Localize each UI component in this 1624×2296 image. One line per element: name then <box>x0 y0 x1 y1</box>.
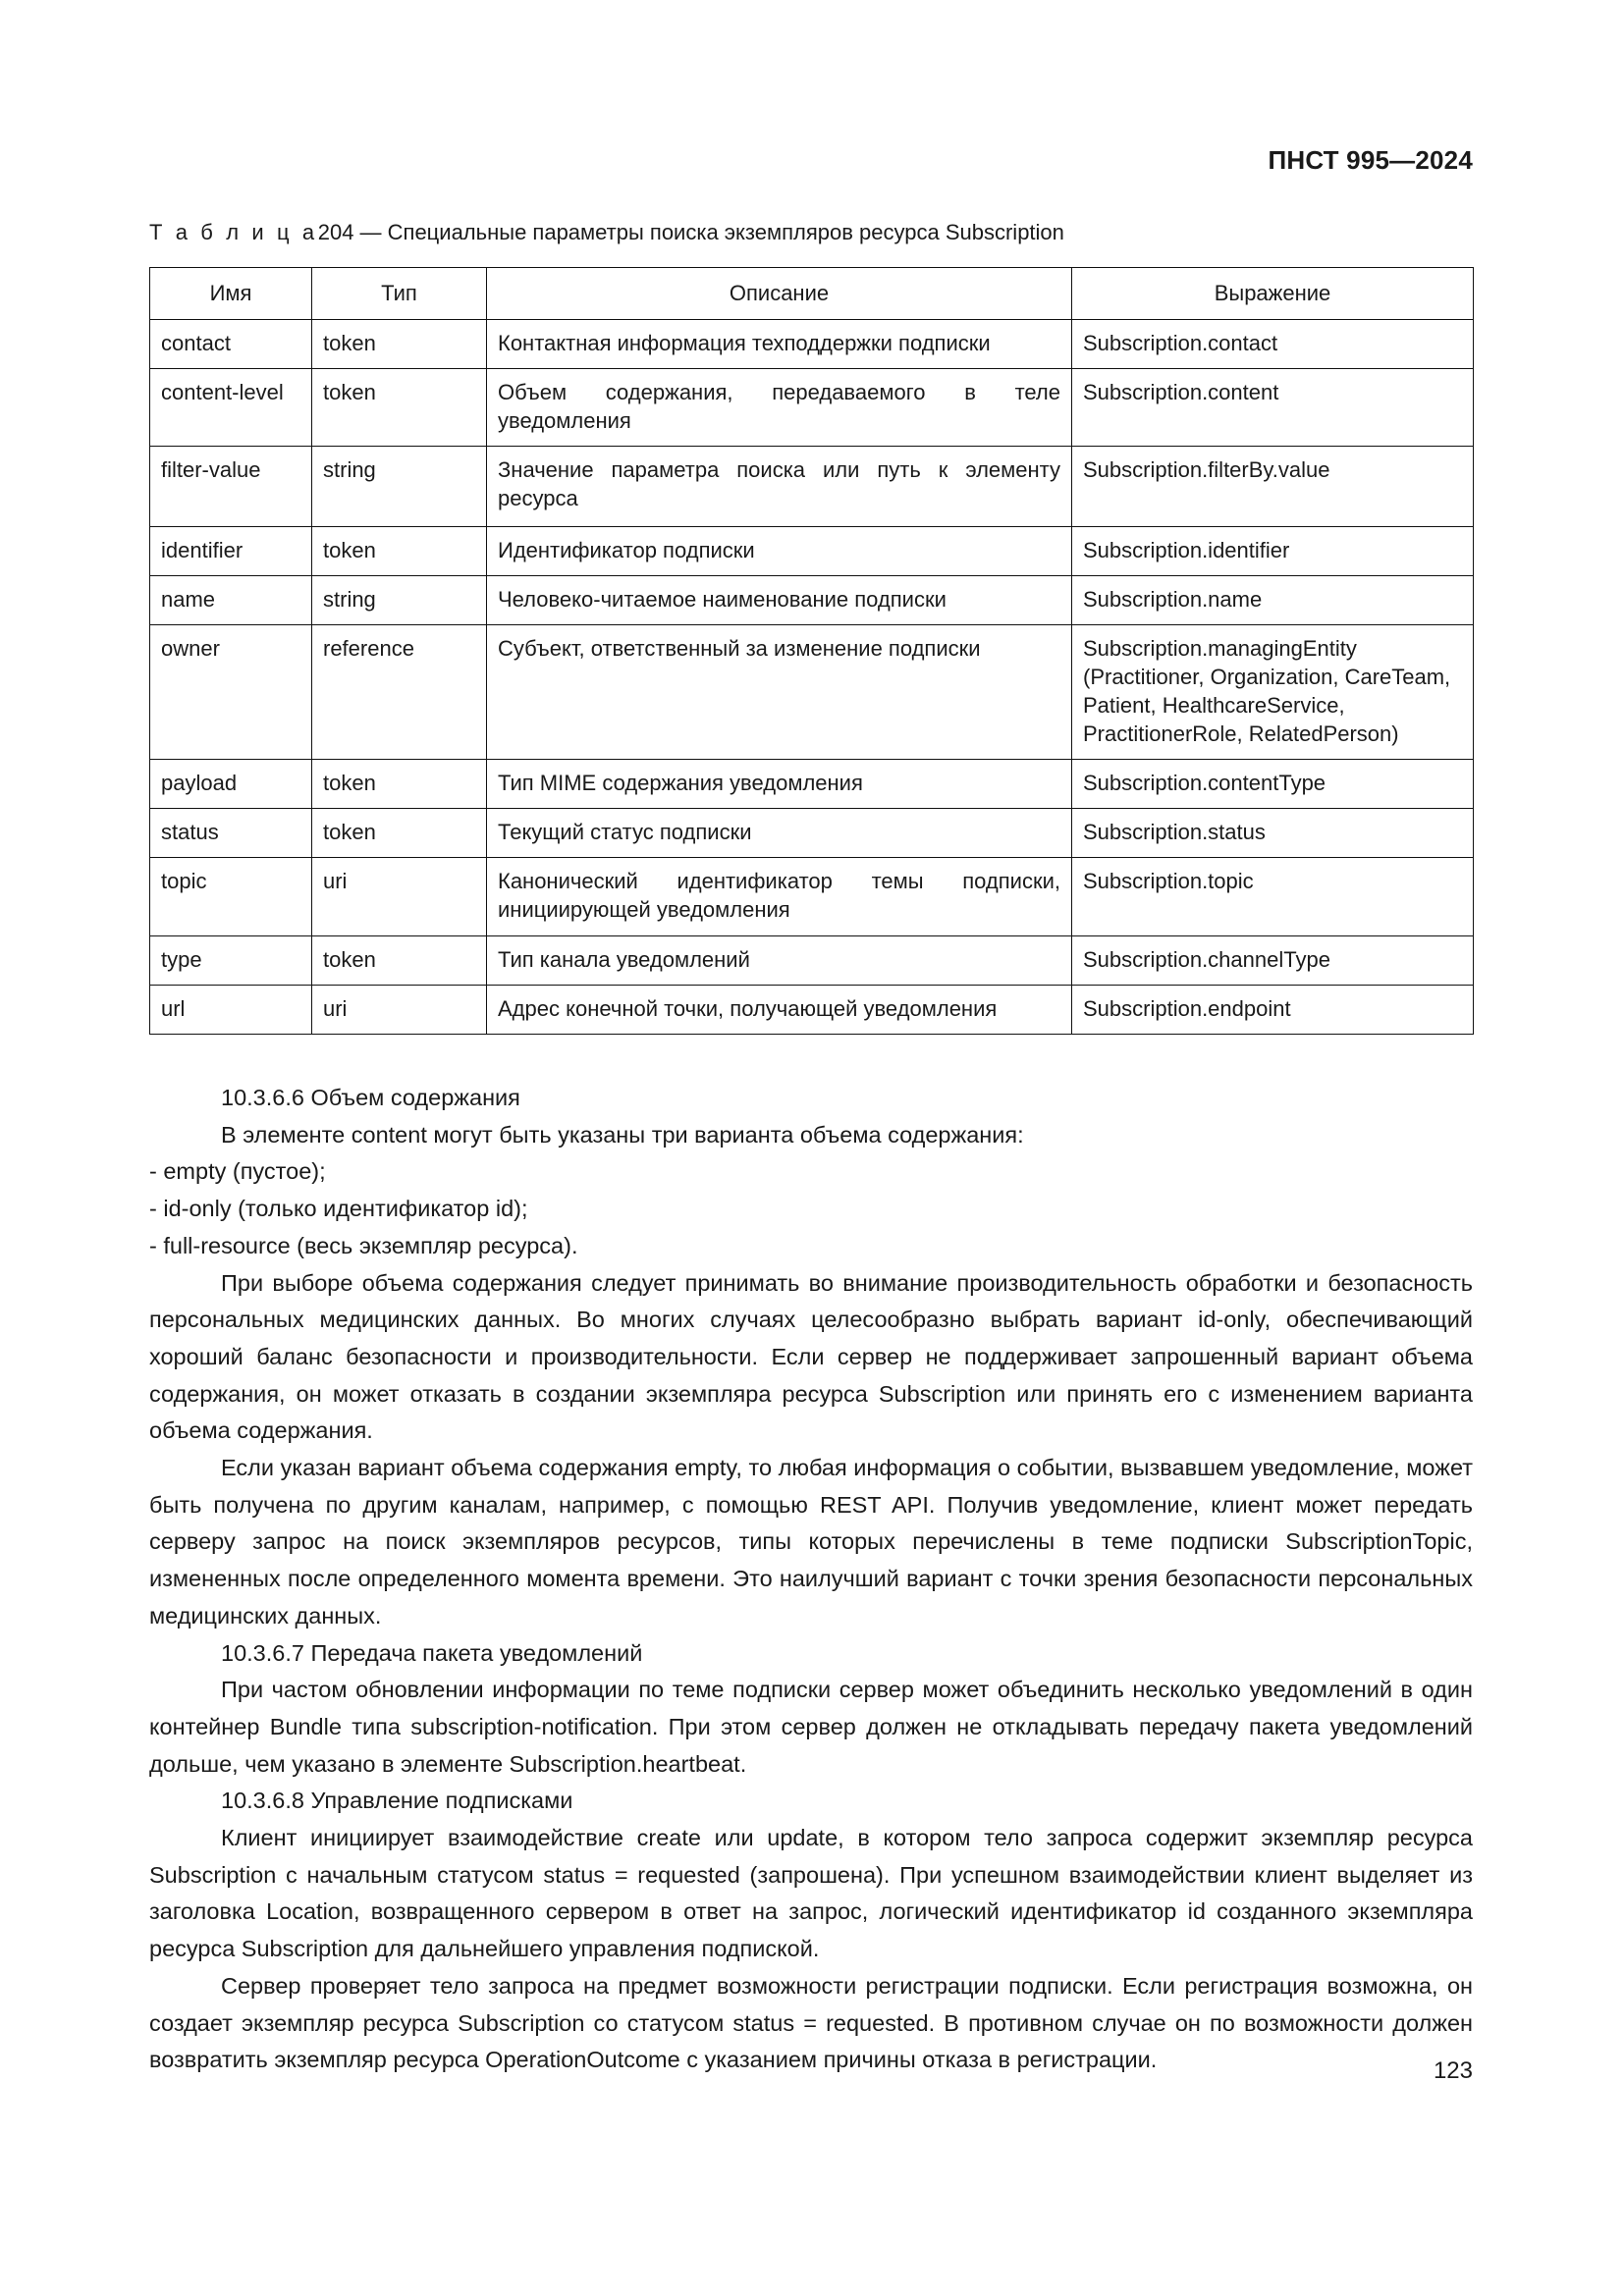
column-header-name: Имя <box>150 268 312 320</box>
cell-name: contact <box>150 320 312 369</box>
table-row <box>150 447 1474 527</box>
cell-description: Контактная информация техподдержки подписки <box>487 320 1072 369</box>
cell-type: token <box>312 935 487 985</box>
cell-type: string <box>312 576 487 625</box>
column-header-expression: Выражение <box>1072 268 1474 320</box>
cell-description: Идентификатор подписки <box>487 527 1072 576</box>
cell-expression: Subscription.contentType <box>1072 760 1474 809</box>
cell-description: Текущий статус подписки <box>487 809 1072 858</box>
section-heading-10-3-6-7: 10.3.6.7 Передача пакета уведомлений <box>221 1639 643 1666</box>
cell-expression: Subscription.channelType <box>1072 935 1474 985</box>
cell-name: content-level <box>150 369 312 447</box>
cell-type: token <box>312 369 487 447</box>
table-row <box>150 625 1474 760</box>
cell-name: owner <box>150 625 312 760</box>
paragraph-server-validation: Сервер проверяет тело запроса на предмет возможности регистрации подписки. Если регистрация возможна, он создает экземпляр ресурса Subscription со статусом status = requested. В противном случае он по возможности должен возвратить экземпляр ресурса OperationOutcome с указанием причины отказа в регистрации. <box>149 1972 1473 2073</box>
page-number: 123 <box>1433 2057 1473 2084</box>
table-row <box>150 935 1474 985</box>
list-item-full-resource: - full-resource (весь экземпляр ресурса). <box>149 1232 578 1258</box>
cell-type: token <box>312 760 487 809</box>
cell-name: identifier <box>150 527 312 576</box>
paragraph-intro: В элементе content могут быть указаны три варианта объема содержания: <box>221 1121 1024 1148</box>
cell-expression: Subscription.filterBy.value <box>1072 447 1474 527</box>
cell-expression: Subscription.status <box>1072 809 1474 858</box>
table-row <box>150 576 1474 625</box>
cell-description: Канонический идентификатор темы подписки, инициирующей уведомления <box>487 858 1072 935</box>
table-row <box>150 369 1474 447</box>
table-body <box>150 320 1474 1035</box>
table-caption <box>149 220 1064 245</box>
cell-expression: Subscription.managingEntity (Practitioner, Organization, CareTeam, Patient, HealthcareService, PractitionerRole, RelatedPerson) <box>1072 625 1474 760</box>
cell-type: reference <box>312 625 487 760</box>
table-row <box>150 760 1474 809</box>
cell-type: string <box>312 447 487 527</box>
cell-type: uri <box>312 858 487 935</box>
column-header-description: Описание <box>487 268 1072 320</box>
table-header-row <box>150 268 1474 320</box>
cell-expression: Subscription.name <box>1072 576 1474 625</box>
search-parameters-table <box>149 267 1474 1035</box>
cell-expression: Subscription.topic <box>1072 858 1474 935</box>
table-row <box>150 320 1474 369</box>
cell-type: uri <box>312 985 487 1034</box>
cell-type: token <box>312 527 487 576</box>
cell-description: Объем содержания, передаваемого в теле уведомления <box>487 369 1072 447</box>
paragraph-subscription-management: Клиент инициирует взаимодействие create или update, в котором тело запроса содержит экземпляр ресурса Subscription с начальным статусом status = requested (запрошена). При успешном взаимодействии клиент выделяет из заголовка Location, возвращенного сервером в ответ на запрос, логический идентификатор id созданного экземпляра ресурса Subscription для дальнейшего управления подпиской. <box>149 1825 1473 1962</box>
cell-name: payload <box>150 760 312 809</box>
column-header-type: Тип <box>312 268 487 320</box>
cell-name: topic <box>150 858 312 935</box>
cell-expression: Subscription.identifier <box>1072 527 1474 576</box>
table-caption-text: 204 — Специальные параметры поиска экземпляров ресурса Subscription <box>317 220 1064 244</box>
cell-name: type <box>150 935 312 985</box>
cell-type: token <box>312 809 487 858</box>
cell-description: Тип MIME содержания уведомления <box>487 760 1072 809</box>
section-heading-10-3-6-6: 10.3.6.6 Объем содержания <box>221 1085 520 1110</box>
running-header-standard-ref: ПНСТ 995—2024 <box>1268 145 1473 175</box>
table-row <box>150 858 1474 935</box>
table-caption-label: Т а б л и ц а <box>149 220 318 244</box>
section-heading-10-3-6-8: 10.3.6.8 Управление подписками <box>221 1788 573 1814</box>
list-item-empty: - empty (пустое); <box>149 1158 326 1185</box>
paragraph-content-choice-guidance: При выборе объема содержания следует принимать во внимание производительность обработки и безопасность персональных медицинских данных. Во многих случаях целесообразно выбрать вариант id-only, обеспечивающий хороший баланс безопасности и производительности. Если сервер не поддерживает запрошенный вариант объема содержания, он может отказать в создании экземпляра ресурса Subscription или принять его с изменением варианта объема содержания. <box>149 1269 1473 1444</box>
cell-name: name <box>150 576 312 625</box>
cell-type: token <box>312 320 487 369</box>
paragraph-empty-variant: Если указан вариант объема содержания empty, то любая информация о событии, вызвавшем уведомление, может быть получена по другим каналам, например, с помощью REST API. Получив уведомление, клиент может передать серверу запрос на поиск экземпляров ресурсов, типы которых перечислены в теме подписки SubscriptionTopic, измененных после определенного момента времени. Это наилучший вариант с точки зрения безопасности персональных медицинских данных. <box>149 1455 1473 1629</box>
list-item-id-only: - id-only (только идентификатор id); <box>149 1196 528 1222</box>
cell-expression: Subscription.endpoint <box>1072 985 1474 1034</box>
cell-name: status <box>150 809 312 858</box>
cell-name: url <box>150 985 312 1034</box>
cell-name: filter-value <box>150 447 312 527</box>
cell-description: Человеко-читаемое наименование подписки <box>487 576 1072 625</box>
body-text <box>149 1080 1473 2079</box>
cell-description: Тип канала уведомлений <box>487 935 1072 985</box>
table-row <box>150 809 1474 858</box>
cell-description: Субъект, ответственный за изменение подписки <box>487 625 1072 760</box>
cell-expression: Subscription.content <box>1072 369 1474 447</box>
paragraph-bundle-delivery: При частом обновлении информации по теме подписки сервер может объединить несколько уведомлений в один контейнер Bundle типа subscription-notification. При этом сервер должен не откладывать передачу пакета уведомлений дольше, чем указано в элементе Subscription.heartbeat. <box>149 1677 1473 1777</box>
cell-expression: Subscription.contact <box>1072 320 1474 369</box>
table-row <box>150 985 1474 1034</box>
table-row <box>150 527 1474 576</box>
cell-description: Значение параметра поиска или путь к элементу ресурса <box>487 447 1072 527</box>
cell-description: Адрес конечной точки, получающей уведомления <box>487 985 1072 1034</box>
table-head <box>150 268 1474 320</box>
